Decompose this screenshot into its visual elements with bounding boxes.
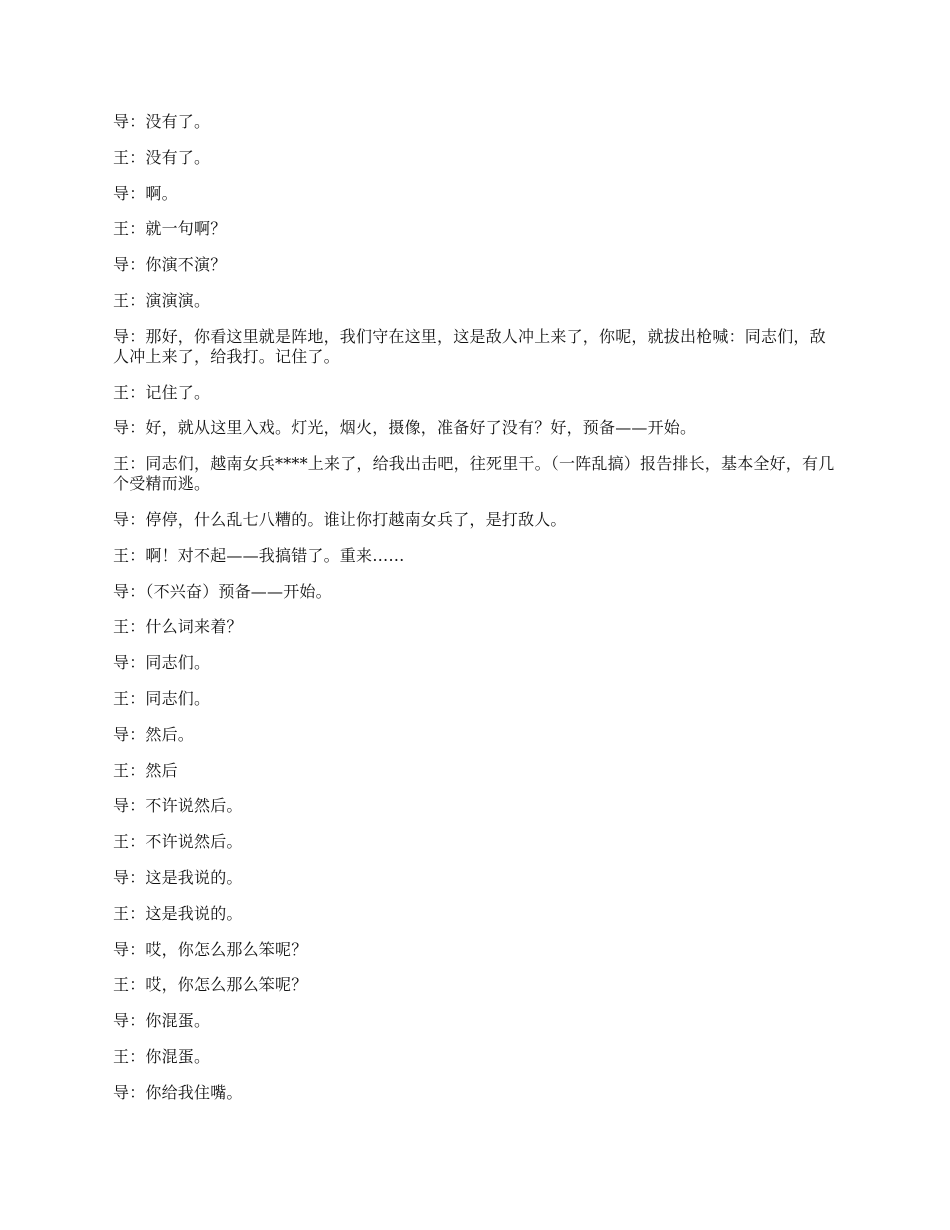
speaker-label: 王	[113, 975, 130, 995]
speaker-label: 王	[113, 290, 130, 310]
dialogue-line	[113, 148, 838, 168]
dialogue-line	[113, 291, 838, 311]
dialogue-text: 哎，你怎么那么笨呢？	[145, 975, 308, 995]
speaker-separator: ：	[129, 509, 146, 529]
speaker-separator: ：	[129, 418, 146, 438]
dialogue-line	[113, 546, 838, 566]
speaker-separator: ：	[129, 688, 146, 708]
speaker-separator: ：	[129, 939, 146, 959]
dialogue-text: 停停，什么乱七八糟的。谁让你打越南女兵了，是打敌人。	[145, 509, 567, 529]
speaker-separator: ：	[129, 796, 146, 816]
dialogue-text: 同志们。	[145, 688, 211, 708]
speaker-label: 导	[113, 939, 130, 959]
speaker-separator: ：	[129, 724, 146, 744]
speaker-separator: ：	[129, 454, 146, 474]
speaker-separator: ：	[129, 147, 146, 167]
dialogue-line	[113, 1011, 838, 1031]
dialogue-text: 这是我说的。	[145, 903, 243, 923]
dialogue-line	[113, 255, 838, 275]
speaker-label: 王	[113, 454, 130, 474]
dialogue-line	[113, 653, 838, 673]
dialogue-text: （不兴奋）预备——开始。	[145, 581, 332, 601]
dialogue-line	[113, 761, 838, 781]
dialogue-line	[113, 112, 838, 132]
dialogue-text: 不许说然后。	[145, 832, 243, 852]
speaker-label: 王	[113, 688, 130, 708]
speaker-separator: ：	[129, 112, 146, 131]
speaker-label: 导	[113, 796, 130, 816]
dialogue-text: 就一句啊？	[145, 219, 227, 239]
dialogue-text: 你混蛋。	[145, 1011, 211, 1031]
dialogue-line	[113, 868, 838, 888]
dialogue-line	[113, 1083, 838, 1103]
speaker-separator: ：	[129, 545, 146, 565]
dialogue-line	[113, 975, 838, 995]
speaker-label: 王	[113, 760, 130, 780]
speaker-separator: ：	[129, 255, 146, 275]
dialogue-line	[113, 725, 838, 745]
dialogue-line	[113, 219, 838, 239]
speaker-separator: ：	[129, 183, 146, 203]
dialogue-text: 啊。	[145, 183, 178, 203]
dialogue-line	[113, 617, 838, 637]
speaker-separator: ：	[129, 617, 146, 637]
dialogue-line	[113, 689, 838, 709]
speaker-label: 王	[113, 903, 130, 923]
speaker-label: 导	[113, 112, 130, 131]
speaker-separator: ：	[129, 903, 146, 923]
dialogue-line	[113, 510, 838, 530]
speaker-separator: ：	[129, 1011, 146, 1031]
speaker-separator: ：	[129, 653, 146, 673]
dialogue-line	[113, 904, 838, 924]
speaker-separator: ：	[129, 760, 146, 780]
speaker-separator: ：	[129, 581, 146, 601]
dialogue-text: 哎，你怎么那么笨呢？	[145, 939, 308, 959]
dialogue-text: 好，就从这里入戏。灯光，烟火，摄像，准备好了没有？好，预备——开始。	[145, 418, 697, 438]
speaker-label: 导	[113, 724, 130, 744]
speaker-label: 导	[113, 653, 130, 673]
dialogue-text: 不许说然后。	[145, 796, 243, 816]
dialogue-text: 然后	[145, 760, 178, 780]
dialogue-line	[113, 383, 838, 403]
dialogue-line	[113, 832, 838, 852]
dialogue-line	[113, 582, 838, 602]
dialogue-text: 你混蛋。	[145, 1046, 211, 1066]
dialogue-text: 演演演。	[145, 290, 211, 310]
dialogue-text: 没有了。	[145, 147, 211, 167]
dialogue-text: 同志们，越南女兵****上来了，给我出击吧，往死里干。（一阵乱搞）报告排长，基本全好，有几个受精而逃。	[113, 454, 835, 494]
speaker-label: 王	[113, 382, 130, 402]
speaker-separator: ：	[129, 832, 146, 852]
dialogue-text: 你给我住嘴。	[145, 1082, 243, 1102]
dialogue-text: 没有了。	[145, 112, 211, 131]
dialogue-line	[113, 184, 838, 204]
dialogue-line	[113, 796, 838, 816]
dialogue-text: 啊！对不起——我搞错了。重来……	[145, 545, 405, 565]
dialogue-text: 这是我说的。	[145, 867, 243, 887]
dialogue-body	[113, 112, 838, 1119]
speaker-separator: ：	[129, 290, 146, 310]
speaker-label: 王	[113, 545, 130, 565]
speaker-separator: ：	[129, 1046, 146, 1066]
speaker-label: 王	[113, 147, 130, 167]
speaker-label: 导	[113, 255, 130, 275]
dialogue-line	[113, 418, 838, 438]
dialogue-line	[113, 327, 838, 367]
speaker-label: 导	[113, 509, 130, 529]
dialogue-text: 什么词来着？	[145, 617, 243, 637]
speaker-label: 导	[113, 1082, 130, 1102]
speaker-label: 导	[113, 418, 130, 438]
dialogue-text: 然后。	[145, 724, 195, 744]
speaker-separator: ：	[129, 1082, 146, 1102]
dialogue-text: 你演不演？	[145, 255, 227, 275]
dialogue-line	[113, 1047, 838, 1067]
speaker-separator: ：	[129, 975, 146, 995]
dialogue-text: 同志们。	[145, 653, 211, 673]
speaker-separator: ：	[129, 326, 146, 346]
speaker-label: 王	[113, 617, 130, 637]
dialogue-line	[113, 454, 838, 494]
speaker-label: 导	[113, 1011, 130, 1031]
dialogue-text: 记住了。	[145, 382, 211, 402]
dialogue-line	[113, 940, 838, 960]
speaker-label: 导	[113, 867, 130, 887]
speaker-label: 导	[113, 326, 130, 346]
speaker-label: 导	[113, 581, 130, 601]
speaker-label: 王	[113, 1046, 130, 1066]
speaker-label: 王	[113, 219, 130, 239]
speaker-label: 王	[113, 832, 130, 852]
dialogue-text: 那好，你看这里就是阵地，我们守在这里，这是敌人冲上来了，你呢，就拔出枪喊：同志们，敌人冲上来了，给我打。记住了。	[113, 326, 826, 366]
speaker-separator: ：	[129, 382, 146, 402]
speaker-separator: ：	[129, 867, 146, 887]
speaker-separator: ：	[129, 219, 146, 239]
speaker-label: 导	[113, 183, 130, 203]
